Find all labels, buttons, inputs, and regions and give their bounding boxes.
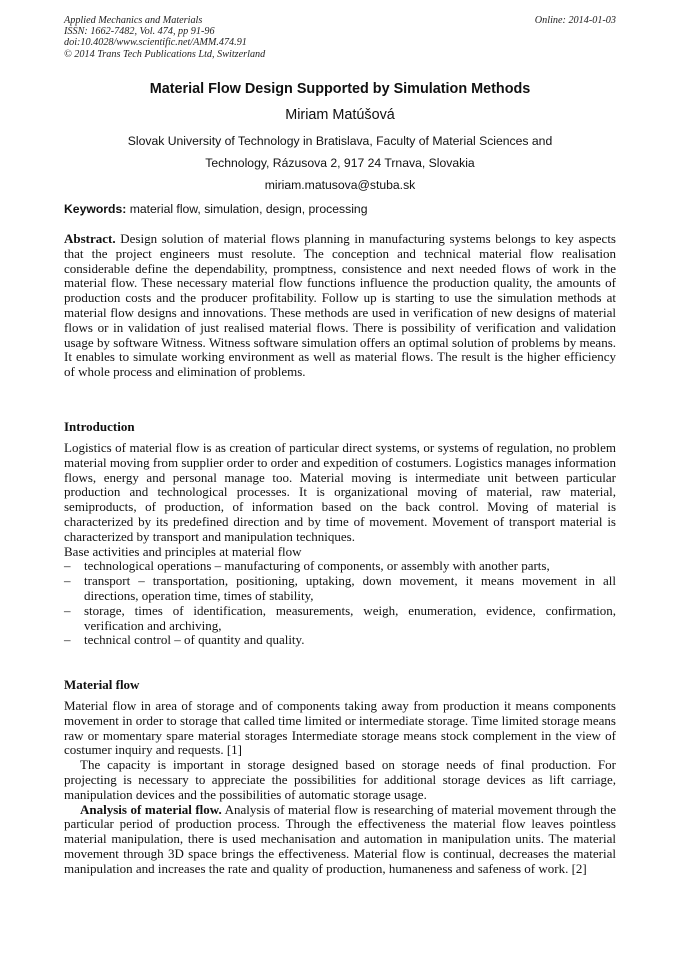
affiliation: [64, 130, 616, 196]
list-dash: –: [64, 558, 71, 574]
material-flow-paragraph-2: The capacity is important in storage designed based on storage needs of final production. For projecting is necessary to appreciate the possibilities for additional storage devices as lift carriage, manipulation devices and the possibilities of automatic storage usage.: [64, 757, 616, 802]
list-item: [64, 633, 616, 648]
online-date: Online: 2014-01-03: [534, 15, 616, 26]
list-item-text: technical control – of quantity and quality.: [84, 632, 305, 648]
material-flow-section: [64, 699, 616, 877]
keywords-text: material flow, simulation, design, processing: [129, 202, 368, 216]
copyright-line: © 2014 Trans Tech Publications Ltd, Switzerland: [64, 48, 266, 60]
list-intro: Base activities and principles at material flow: [64, 543, 302, 559]
material-flow-paragraph-1: Material flow in area of storage and of components taking away from production it means components movement in order to storage that called time limited or intermediate storage. Time limited storage means raw or momentary spare material storages Intermediate storage means stock complement in the view of costumer inquiry and requests. [1]: [64, 698, 616, 758]
principles-list: [64, 559, 616, 648]
introduction-paragraph: Logistics of material flow is as creation of particular direct systems, or systems of regulation, no problem material moving from supplier order to order and expedition of costumers. Logistics manages information flows, energy and personal manage too. Material moving is intermediate unit between particular production and technological processes. It is organizational moving of material, raw material, semiproducts, of production, of information based on the back control. Moving of material is characterized by its predefined direction and by time of movement. Movement of transport material is characterized by transport and manipulation techniques.: [64, 440, 616, 544]
analysis-text: Analysis of material flow is researching of material movement through the particular period of production process. Through the effectiveness the material flow leaves pointless material manipulation, there is used mechanisation and automation in manipulation units. The material movement through 3D space brings the effectiveness. Material flow is continual, decreases the material manipulation and increases the rate and quality of production, humaneness and safeness of work. [2]: [64, 801, 616, 876]
material-flow-heading: Material flow: [64, 677, 140, 692]
abstract: [64, 232, 616, 380]
list-item: [64, 559, 616, 574]
keywords-label: Keywords:: [64, 202, 127, 216]
list-item-text: technological operations – manufacturing of components, or assembly with another parts,: [84, 558, 550, 574]
material-flow-paragraph-3: [64, 803, 616, 877]
author-name: Miriam Matúšová: [285, 107, 395, 123]
list-item: [64, 574, 616, 604]
list-dash: –: [64, 602, 71, 618]
introduction-heading: Introduction: [64, 419, 135, 434]
affiliation-line-1: Slovak University of Technology in Bratislava, Faculty of Material Sciences and: [127, 134, 553, 148]
author-email: miriam.matusova@stuba.sk: [264, 178, 416, 192]
list-dash: –: [64, 632, 71, 648]
journal-name: Applied Mechanics and Materials: [64, 15, 203, 26]
introduction-section: [64, 441, 616, 648]
abstract-paragraph: [64, 232, 616, 380]
keywords: [64, 202, 616, 216]
list-item-text: storage, times of identification, measurements, weigh, enumeration, evidence, confirmation, verification and archiving,: [84, 602, 616, 633]
doi-line: doi:10.4028/www.scientific.net/AMM.474.91: [64, 37, 247, 49]
list-item-text: transport – transportation, positioning, uptaking, down movement, it means movement in all directions, operation time, times of stability,: [84, 573, 616, 603]
paper-title: Material Flow Design Supported by Simulation Methods: [149, 81, 531, 97]
list-item: [64, 604, 616, 634]
abstract-label: Abstract.: [64, 231, 116, 246]
issn-line: ISSN: 1662-7482, Vol. 474, pp 91-96: [64, 26, 215, 38]
abstract-text: Design solution of material flows planning in manufacturing systems belongs to key aspects that the project engineers must resolute. The conception and technical material flow realisation considerable define the dependability, promptness, consistence and next needed flows of work in the material flow. These necessary material flow functions influence the production quality, the amounts of production costs and the producer profitability. Follow up is starting to use the simulation methods at material flow designs and innovations. These methods are used in verification of new designs of material flows or in validation of just realised material flows. There is possibility of verification and validation usage by software Witness. Witness software simulation offers an optimal solution of problems by means. It enables to simulate working environment as well as material flows. The result is the higher efficiency of whole process and elimination of problems.: [64, 231, 616, 380]
affiliation-line-2: Technology, Rázusova 2, 917 24 Trnava, Slovakia: [205, 156, 475, 170]
journal-header: [64, 15, 616, 60]
analysis-label: Analysis of material flow.: [80, 801, 222, 817]
list-dash: –: [64, 573, 71, 589]
